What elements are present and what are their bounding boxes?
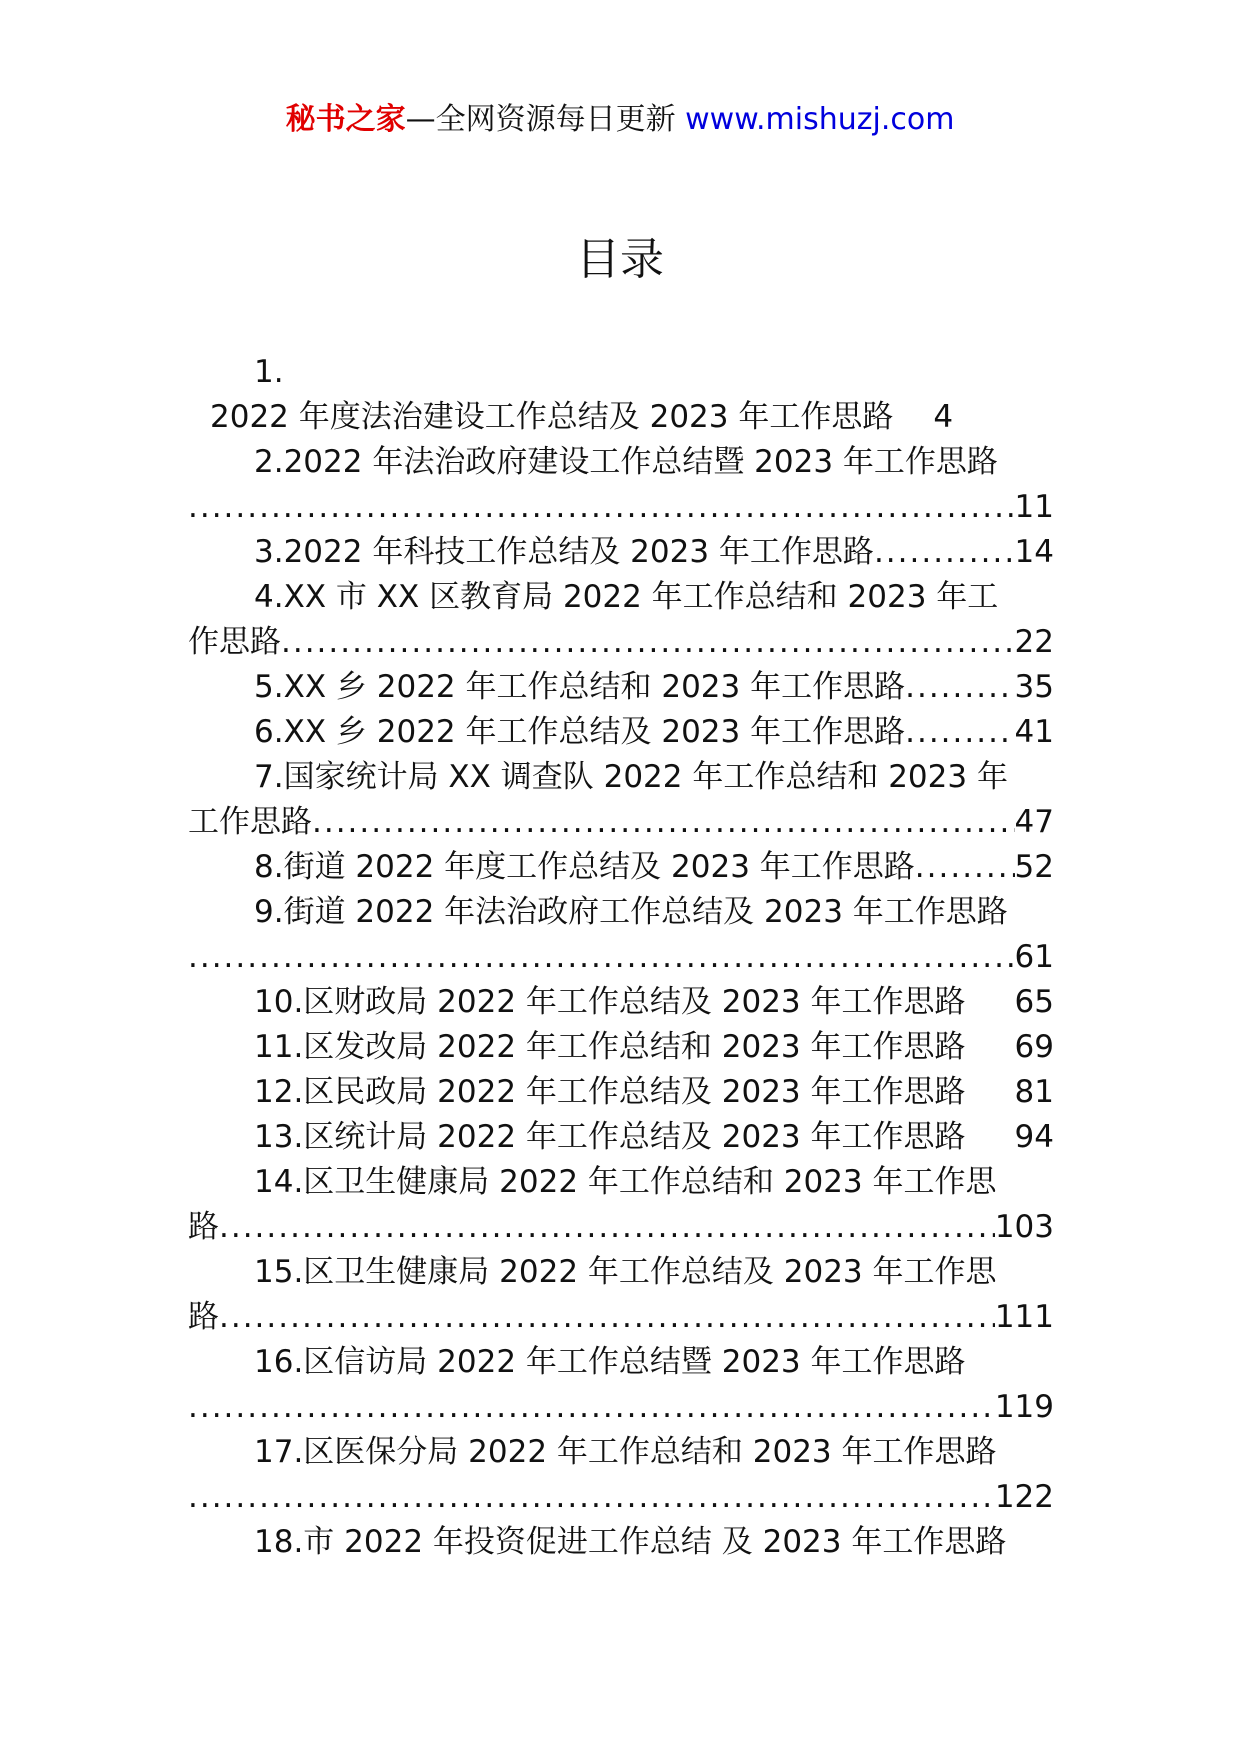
site-brand: 秘书之家 <box>285 102 406 137</box>
toc-page-number: 61 <box>1015 935 1054 980</box>
toc-line <box>188 485 1054 530</box>
toc-page-number: 14 <box>1015 530 1054 575</box>
toc-entry-text[interactable]: 6.XX 乡 2022 年工作总结及 2023 年工作思路 <box>254 714 906 750</box>
toc-leader-dots <box>188 485 1015 530</box>
toc-leader-dots <box>874 530 1015 575</box>
toc-entry-text[interactable]: 3.2022 年科技工作总结及 2023 年工作思路 <box>254 534 874 570</box>
toc-line <box>188 1160 1054 1205</box>
toc-entry-text[interactable]: 作思路 <box>188 624 281 660</box>
toc-entry-text[interactable]: 12.区民政局 2022 年工作总结及 2023 年工作思路 <box>254 1074 966 1110</box>
toc-entry-text[interactable]: 18.市 2022 年投资促进工作总结 及 2023 年工作思路 <box>254 1524 1007 1560</box>
toc-page-number: 65 <box>1015 980 1054 1025</box>
toc-leader-dots <box>915 845 1015 890</box>
toc-page-number: 52 <box>1015 845 1054 890</box>
toc-entry-text[interactable]: 14.区卫生健康局 2022 年工作总结和 2023 年工作思 <box>254 1164 997 1200</box>
toc-line <box>188 980 1054 1025</box>
toc-leader-dots <box>905 665 1014 710</box>
toc-line <box>188 1115 1054 1160</box>
toc-line <box>188 1430 1054 1475</box>
toc-entry-text[interactable]: 11.区发改局 2022 年工作总结和 2023 年工作思路 <box>254 1029 966 1065</box>
toc-line <box>188 800 1054 845</box>
toc-line <box>188 1025 1054 1070</box>
toc-entry-text[interactable]: 9.街道 2022 年法治政府工作总结及 2023 年工作思路 <box>254 894 1008 930</box>
toc-page-number: 4 <box>933 395 953 440</box>
toc-line <box>188 710 1054 755</box>
toc-line <box>188 575 1054 620</box>
toc-line <box>188 1340 1054 1385</box>
toc-entry-text[interactable]: 17.区医保分局 2022 年工作总结和 2023 年工作思路 <box>254 1434 997 1470</box>
toc-entry-text[interactable]: 16.区信访局 2022 年工作总结暨 2023 年工作思路 <box>254 1344 966 1380</box>
site-header <box>0 100 1240 140</box>
toc-line <box>188 620 1054 665</box>
toc-entry-text[interactable]: 1. <box>254 354 284 390</box>
table-of-contents <box>188 350 1054 1565</box>
toc-entry-text[interactable]: 2.2022 年法治政府建设工作总结暨 2023 年工作思路 <box>254 444 998 480</box>
toc-entry-text[interactable]: 4.XX 市 XX 区教育局 2022 年工作总结和 2023 年工 <box>254 579 999 615</box>
toc-entry-text[interactable]: 15.区卫生健康局 2022 年工作总结及 2023 年工作思 <box>254 1254 997 1290</box>
toc-line <box>188 530 1054 575</box>
site-tagline: —全网资源每日更新 <box>405 102 676 137</box>
toc-entry-text[interactable]: 路 <box>188 1299 219 1335</box>
toc-line <box>188 1070 1054 1115</box>
toc-line <box>188 1475 1054 1520</box>
toc-page-number: 119 <box>995 1385 1054 1430</box>
toc-entry-text[interactable]: 5.XX 乡 2022 年工作总结和 2023 年工作思路 <box>254 669 906 705</box>
toc-page-number: 69 <box>1015 1025 1054 1070</box>
toc-page-number: 22 <box>1015 620 1054 665</box>
toc-leader-dots <box>219 1295 995 1340</box>
toc-entry-text[interactable]: 路 <box>188 1209 219 1245</box>
toc-page-number: 111 <box>995 1295 1054 1340</box>
toc-line <box>188 1205 1054 1250</box>
toc-line <box>188 935 1054 980</box>
toc-line <box>188 755 1054 800</box>
toc-line <box>188 350 1054 395</box>
toc-page-number: 81 <box>1015 1070 1054 1115</box>
toc-leader-dots <box>312 800 1015 845</box>
toc-page-number: 11 <box>1015 485 1054 530</box>
toc-line <box>188 1520 1054 1565</box>
toc-leader-dots <box>905 710 1014 755</box>
toc-entry-text[interactable]: 8.街道 2022 年度工作总结及 2023 年工作思路 <box>254 849 915 885</box>
toc-leader-dots <box>188 1385 995 1430</box>
toc-page-number: 35 <box>1015 665 1054 710</box>
toc-page-number: 122 <box>995 1475 1054 1520</box>
toc-leader-dots <box>188 935 1015 980</box>
toc-page-number: 103 <box>995 1205 1054 1250</box>
toc-page-number: 41 <box>1015 710 1054 755</box>
toc-line <box>188 1385 1054 1430</box>
toc-entry-text[interactable]: 7.国家统计局 XX 调查队 2022 年工作总结和 2023 年 <box>254 759 1008 795</box>
toc-line <box>188 1295 1054 1340</box>
toc-entry-text[interactable]: 13.区统计局 2022 年工作总结及 2023 年工作思路 <box>254 1119 966 1155</box>
toc-leader-dots <box>188 1475 995 1520</box>
toc-entry-text[interactable]: 2022 年度法治建设工作总结及 2023 年工作思路 <box>210 399 894 435</box>
toc-page-number: 94 <box>1015 1115 1054 1160</box>
toc-line <box>188 1250 1054 1295</box>
site-url-link[interactable]: www.mishuzj.com <box>685 102 955 137</box>
toc-line <box>188 440 1054 485</box>
toc-line <box>188 665 1054 710</box>
toc-line <box>188 395 1054 440</box>
toc-page-number: 47 <box>1015 800 1054 845</box>
page-title: 目录 <box>576 234 664 285</box>
toc-leader-dots <box>281 620 1015 665</box>
toc-entry-text[interactable]: 10.区财政局 2022 年工作总结及 2023 年工作思路 <box>254 984 966 1020</box>
toc-entry-text[interactable]: 工作思路 <box>188 804 312 840</box>
toc-leader-dots <box>219 1205 995 1250</box>
toc-line <box>188 845 1054 890</box>
toc-line <box>188 890 1054 935</box>
